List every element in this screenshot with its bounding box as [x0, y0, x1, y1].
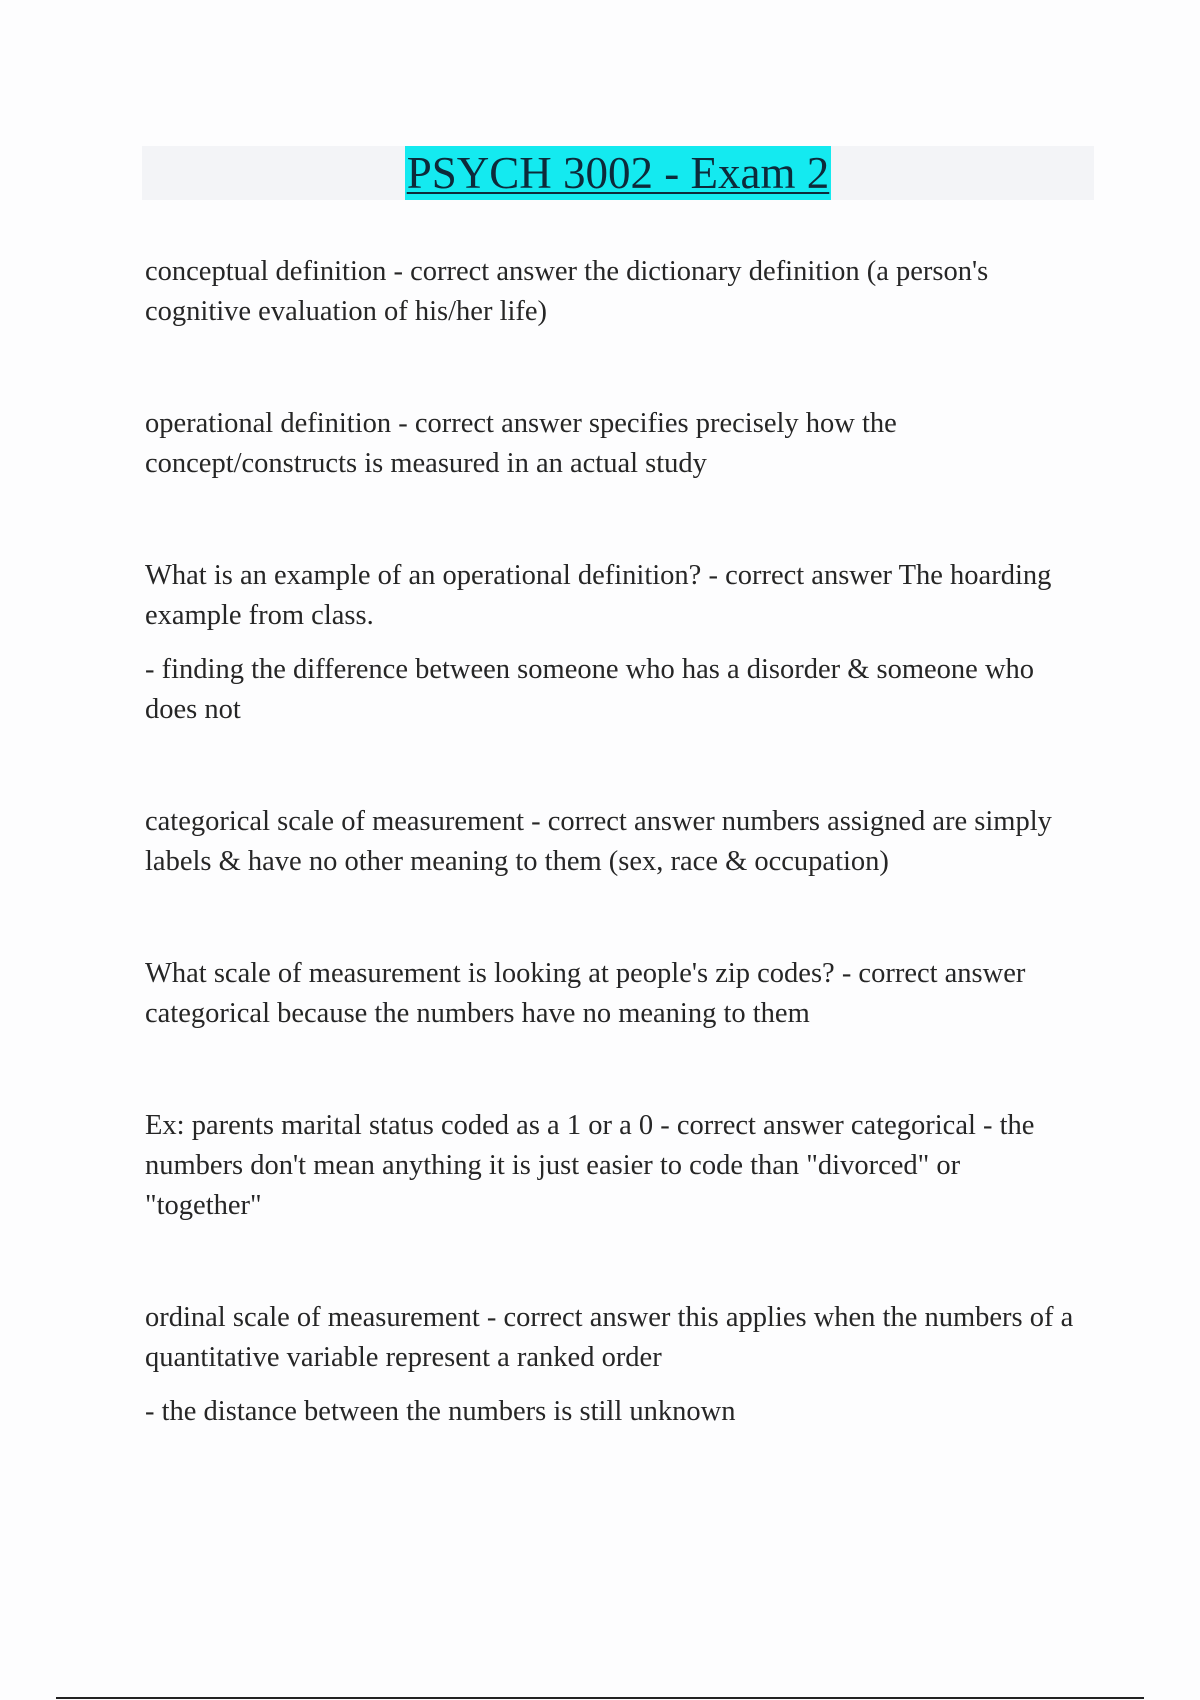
flashcard-entry: [145, 802, 1080, 882]
flashcard-entry: [145, 1106, 1080, 1226]
page-title: PSYCH 3002 - Exam 2: [406, 148, 830, 198]
entry-text: Ex: parents marital status coded as a 1 or a 0 - correct answer categorical - the numbers don't mean anything it is just easier to code than "divorced" or "together": [145, 1110, 1035, 1221]
entry-text: categorical scale of measurement - correct answer numbers assigned are simply labels & have no other meaning to them (sex, race & occupation): [145, 806, 1052, 877]
flashcard-entry: [145, 252, 1080, 332]
entry-subpoint: - the distance between the numbers is still unknown: [145, 1396, 736, 1427]
flashcard-entry: [145, 556, 1080, 730]
flashcard-entry: [145, 404, 1080, 484]
title-band: [142, 146, 1094, 200]
entry-text: What scale of measurement is looking at people's zip codes? - correct answer categorical because the numbers have no meaning to them: [145, 958, 1026, 1029]
entry-subpoint: - finding the difference between someone who has a disorder & someone who does not: [145, 654, 1035, 725]
entry-text: What is an example of an operational definition? - correct answer The hoarding example from class.: [145, 560, 1052, 631]
flashcard-entry: [145, 954, 1080, 1034]
entry-text: operational definition - correct answer specifies precisely how the concept/constructs is measured in an actual study: [145, 408, 897, 479]
footer-rule: [56, 1697, 1144, 1699]
entry-text: ordinal scale of measurement - correct answer this applies when the numbers of a quantitative variable represent a ranked order: [145, 1302, 1074, 1373]
entry-text: conceptual definition - correct answer the dictionary definition (a person's cognitive evaluation of his/her life): [145, 256, 989, 327]
flashcard-list: [145, 252, 1080, 1432]
flashcard-entry: [145, 1298, 1080, 1432]
